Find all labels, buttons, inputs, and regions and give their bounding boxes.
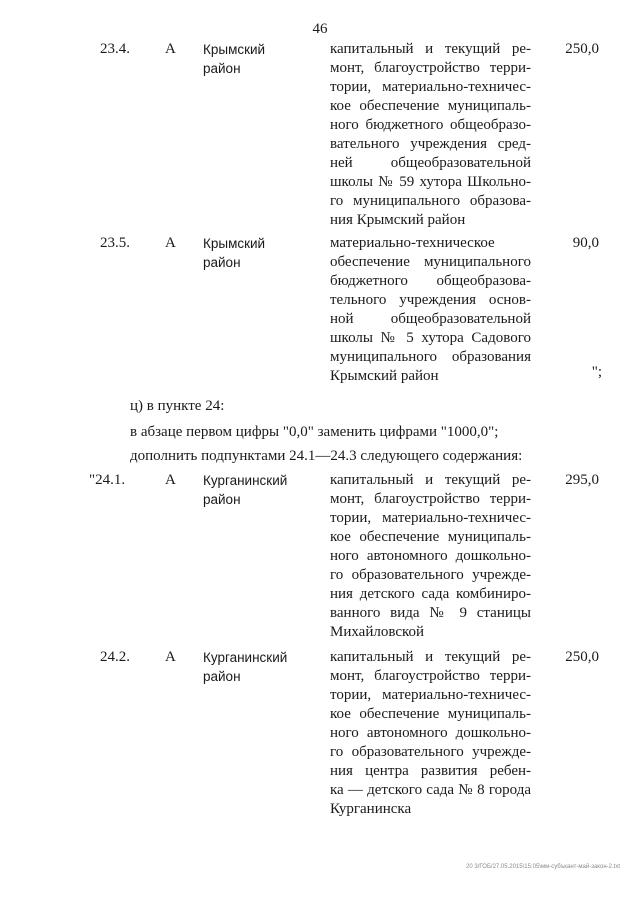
description-line: тельного учреждения основ- [330, 292, 531, 308]
paragraph: в абзаце первом цифры "0,0" заменить цифрами "1000,0"; [130, 424, 499, 440]
district-line: район [203, 669, 241, 684]
description-line: бюджетного общеобразова- [330, 273, 531, 289]
description-line: капитальный и текущий ре- [330, 472, 531, 488]
description-line: Курганинска [330, 801, 412, 817]
description-line: муниципального образования [330, 349, 531, 365]
item-amount: 250,0 [565, 649, 599, 665]
description-line: ния детского сада комбиниро- [330, 586, 531, 602]
item-description [330, 471, 531, 642]
item-category: А [165, 649, 176, 665]
description-line: ного бюджетного общеобразо- [330, 117, 531, 133]
description-line: ка — детского сада № 8 города [330, 782, 531, 798]
item-amount: 295,0 [565, 472, 599, 488]
description-line: тории, материально-техничес- [330, 79, 531, 95]
item-district [203, 471, 318, 509]
document-footer: 20 3/ГОБ/27.05.2015\15:05\мм-субъкант-май-закон-2.txt [466, 864, 620, 870]
closing-quote: "; [591, 364, 602, 380]
description-line: школы № 59 хутора Школьно- [330, 174, 531, 190]
item-amount: 90,0 [572, 235, 599, 251]
description-line: материально-техническое [330, 235, 495, 251]
description-line: ной общеобразовательной [330, 311, 531, 327]
item-category: А [165, 235, 176, 251]
description-line: тории, материально-техничес- [330, 687, 531, 703]
description-line: го образовательного учрежде- [330, 744, 531, 760]
item-description [330, 648, 531, 819]
item-amount: 250,0 [565, 41, 599, 57]
item-number: 24.2. [100, 649, 130, 665]
item-number: 23.5. [100, 235, 130, 251]
description-line: го образовательного учрежде- [330, 567, 531, 583]
description-line: ного автономного дошкольно- [330, 725, 531, 741]
description-line: монт, благоустройство терри- [330, 668, 531, 684]
description-line: обеспечение муниципального [330, 254, 531, 270]
district-line: Курганинский [203, 650, 288, 665]
item-category: А [165, 41, 176, 57]
description-line: школы № 5 хутора Садового [330, 330, 531, 346]
description-line: Крымский район [330, 368, 439, 384]
description-line: кое обеспечение муниципаль- [330, 529, 531, 545]
district-line: район [203, 255, 241, 270]
item-category: А [165, 472, 176, 488]
description-line: Михайловской [330, 624, 425, 640]
paragraph: ц) в пункте 24: [130, 398, 225, 414]
district-line: район [203, 61, 241, 76]
description-line: ния центра развития ребен- [330, 763, 531, 779]
item-number: "24.1. [89, 472, 126, 488]
description-line: тории, материально-техничес- [330, 510, 531, 526]
item-district [203, 234, 318, 272]
item-number: 23.4. [100, 41, 130, 57]
description-line: кое обеспечение муниципаль- [330, 98, 531, 114]
description-line: го муниципального образова- [330, 193, 531, 209]
description-line: ванного вида № 9 станицы [330, 605, 531, 621]
description-line: ного автономного дошкольно- [330, 548, 531, 564]
description-line: монт, благоустройство терри- [330, 491, 531, 507]
description-line: монт, благоустройство терри- [330, 60, 531, 76]
district-line: Крымский [203, 42, 266, 57]
description-line: капитальный и текущий ре- [330, 649, 531, 665]
description-line: капитальный и текущий ре- [330, 41, 531, 57]
description-line: кое обеспечение муниципаль- [330, 706, 531, 722]
page-number: 46 [312, 21, 328, 37]
description-line: ней общеобразовательной [330, 155, 531, 171]
district-line: район [203, 492, 241, 507]
item-description [330, 40, 531, 230]
district-line: Крымский [203, 236, 266, 251]
description-line: ния Крымский район [330, 212, 466, 228]
district-line: Курганинский [203, 473, 288, 488]
description-line: вательного учреждения сред- [330, 136, 531, 152]
item-district [203, 648, 318, 686]
item-district [203, 40, 318, 78]
paragraph: дополнить подпунктами 24.1—24.3 следующего содержания: [130, 448, 523, 464]
item-description [330, 234, 531, 386]
